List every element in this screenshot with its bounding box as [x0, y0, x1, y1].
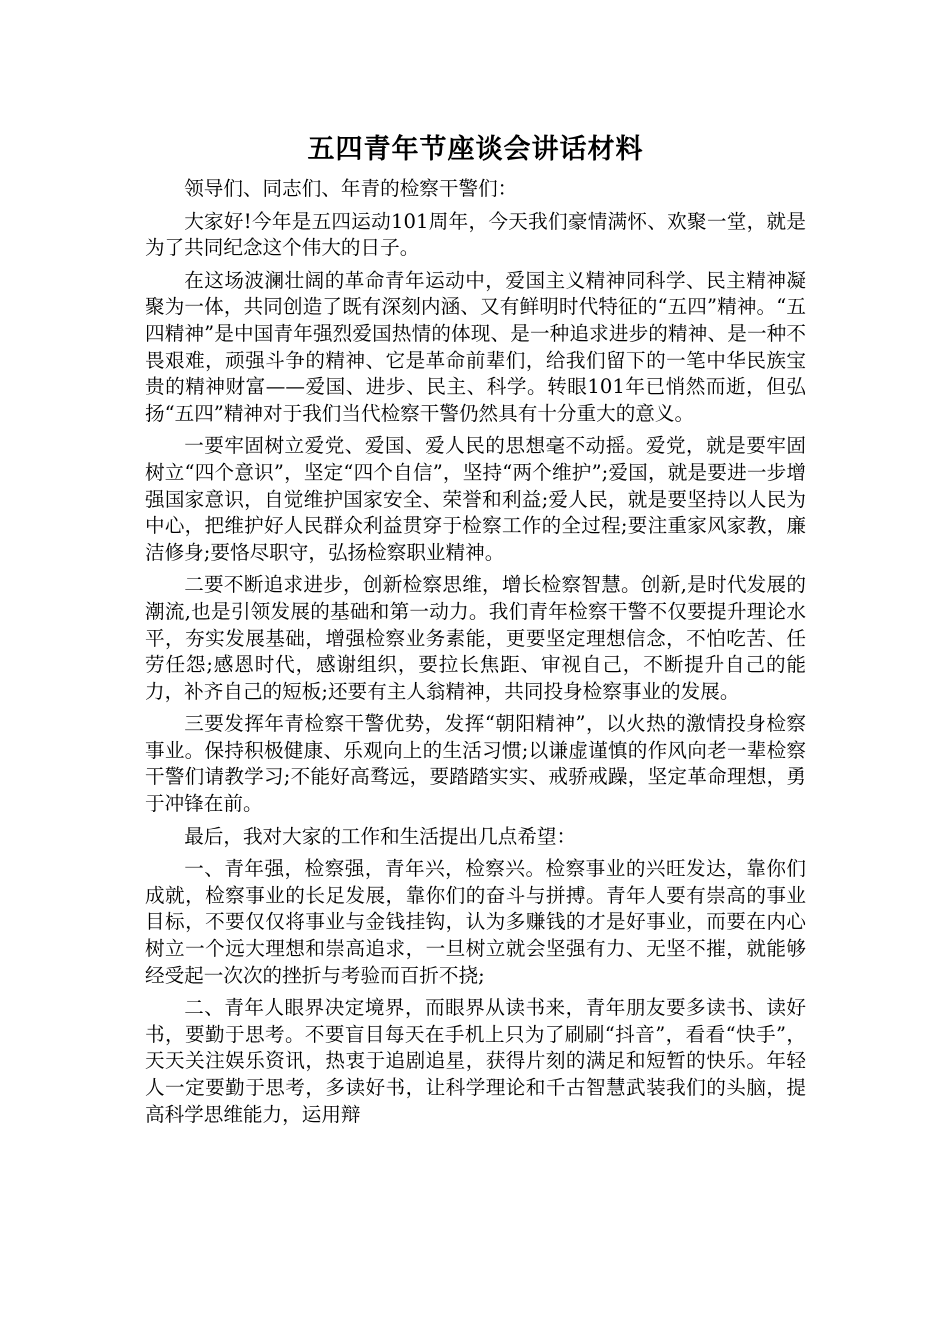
document-body — [145, 118, 806, 1134]
paragraph-hopes-intro: 最后，我对大家的工作和生活提出几点希望： — [184, 824, 577, 848]
paragraph-point-two: 二要不断追求进步，创新检察思维，增长检察智慧。创新,是时代发展的潮流,也是引领发展的基础和第一动力。我们青年检察干警不仅要提升理论水平，夯实发展基础，增强检察业务素能，更要坚定理想信念，不怕吃苦、任劳任怨;感恩时代，感谢组织，要拉长焦距、审视自己，不断提升自己的能力，补齐自己的短板;还要有主人翁精神，共同投身检察事业的发展。 — [145, 573, 806, 703]
paragraph-greeting: 大家好!今年是五四运动101周年，今天我们豪情满怀、欢聚一堂，就是为了共同纪念这个伟大的日子。 — [145, 209, 806, 260]
paragraph-point-one: 一要牢固树立爱党、爱国、爱人民的思想毫不动摇。爱党，就是要牢固树立“四个意识”，坚定“四个自信”，坚持“两个维护”;爱国，就是要进一步增强国家意识，自觉维护国家安全、荣誉和利益;爱人民，就是要坚持以人民为中心，把维护好人民群众利益贯穿于检察工作的全过程;要注重家风家教，廉洁修身;要恪尽职守，弘扬检察职业精神。 — [145, 434, 806, 564]
paragraph-may-fourth-spirit: 在这场波澜壮阔的革命青年运动中，爱国主义精神同科学、民主精神凝聚为一体，共同创造了既有深刻内涵、又有鲜明时代特征的“五四”精神。“五四精神”是中国青年强烈爱国热情的体现、是一种追求进步的精神、是一种不畏艰难，顽强斗争的精神、它是革命前辈们，给我们留下的一笔中华民族宝贵的精神财富——爱国、进步、民主、科学。转眼101年已悄然而逝，但弘扬“五四”精神对于我们当代检察干警仍然具有十分重大的意义。 — [145, 268, 806, 425]
paragraph-hope-one: 一、青年强，检察强，青年兴，检察兴。检察事业的兴旺发达，靠你们成就，检察事业的长足发展，靠你们的奋斗与拼搏。青年人要有崇高的事业目标，不要仅仅将事业与金钱挂钩，认为多赚钱的才是好事业，而要在内心树立一个远大理想和崇高追求，一旦树立就会坚强有力、无坚不摧，就能够经受起一次次的挫折与考验而百折不挠; — [145, 857, 806, 987]
paragraph-salutation: 领导们、同志们、年青的检察干警们： — [184, 177, 518, 200]
paragraph-point-three: 三要发挥年青检察干警优势，发挥“朝阳精神”，以火热的激情投身检察事业。保持积极健康、乐观向上的生活习惯;以谦虚谨慎的作风向老一辈检察干警们请教学习;不能好高骛远，要踏踏实实、戒骄戒躁，坚定革命理想，勇于冲锋在前。 — [145, 712, 806, 816]
document-title: 五四青年节座谈会讲话材料 — [307, 134, 644, 165]
paragraph-hope-two: 二、青年人眼界决定境界，而眼界从读书来，青年朋友要多读书、读好书，要勤于思考。不要盲目每天在手机上只为了刷刷“抖音”，看看“快手”，天天关注娱乐资讯，热衷于追剧追星，获得片刻的满足和短暂的快乐。年轻人一定要勤于思考，多读好书，让科学理论和千古智慧武装我们的头脑，提高科学思维能力，运用辩 — [145, 996, 806, 1126]
